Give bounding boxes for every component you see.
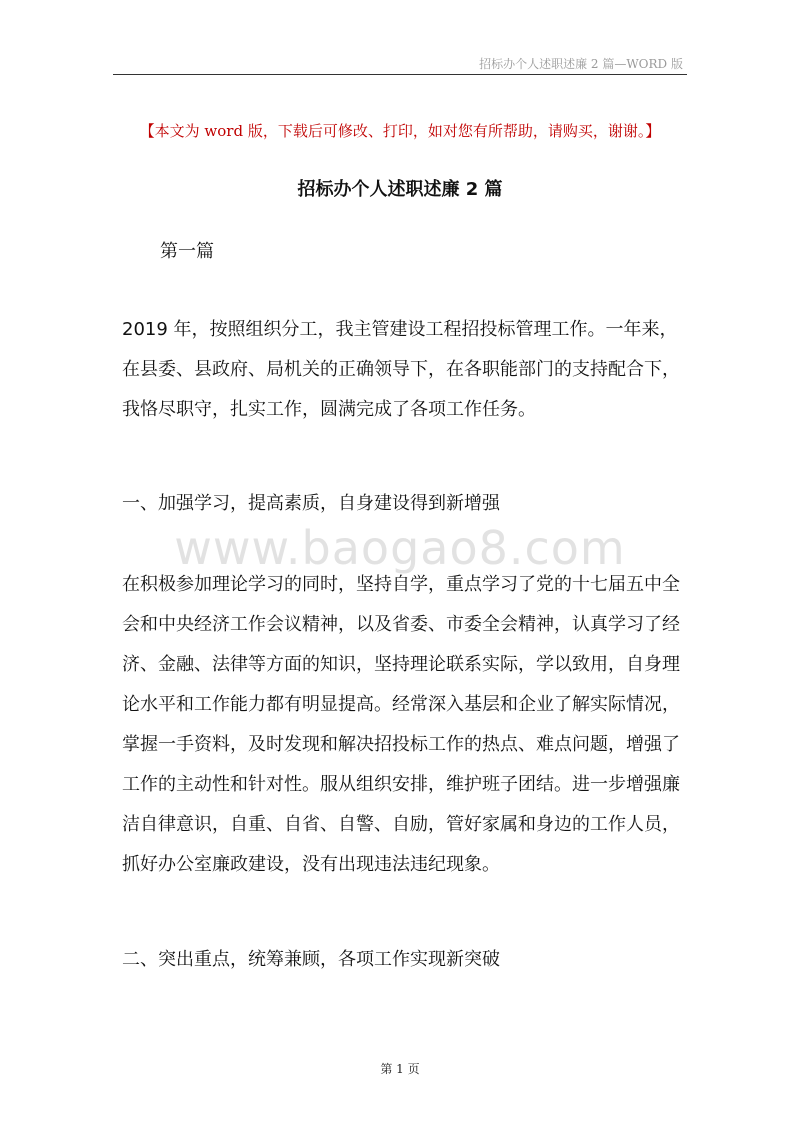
intro-paragraph: 2019 年，按照组织分工，我主管建设工程招投标管理工作。一年来，在县委、县政府、局机关的正确领导下，在各职能部门的支持配合下，我恪尽职守，扎实工作，圆满完成了各项工作任务。 — [122, 319, 680, 420]
purchase-notice: 【本文为 word 版，下载后可修改、打印，如对您有所帮助，请购买，谢谢。】 — [139, 122, 661, 140]
section-heading-2: 二、突出重点，统筹兼顾，各项工作实现新突破 — [122, 949, 500, 970]
body-paragraph-1: 在积极参加理论学习的同时，坚持自学，重点学习了党的十七届五中全会和中央经济工作会议精神，以及省委、市委全会精神，认真学习了经济、金融、法律等方面的知识，坚持理论联系实际，学以致用，自身理论水平和工作能力都有明显提高。经常深入基层和企业了解实际情况，掌握一手资料，及时发现和解决招投标工作的热点、难点问题，增强了工作的主动性和针对性。服从组织安排，维护班子团结。进一步增强廉洁自律意识，自重、自省、自警、自励，管好家属和身边的工作人员，抓好办公室廉政建设，没有出现违法违纪现象。 — [122, 574, 680, 875]
header-divider — [113, 74, 687, 75]
section-label: 第一篇 — [160, 241, 214, 262]
page-number: 第 1 页 — [380, 1062, 420, 1076]
watermark-text: www.baogao8.com — [174, 521, 626, 575]
running-header: 招标办个人述职述廉 2 篇—WORD 版 — [479, 57, 683, 71]
document-title: 招标办个人述职述廉 2 篇 — [297, 179, 503, 200]
section-heading-1: 一、加强学习，提高素质，自身建设得到新增强 — [122, 493, 500, 514]
